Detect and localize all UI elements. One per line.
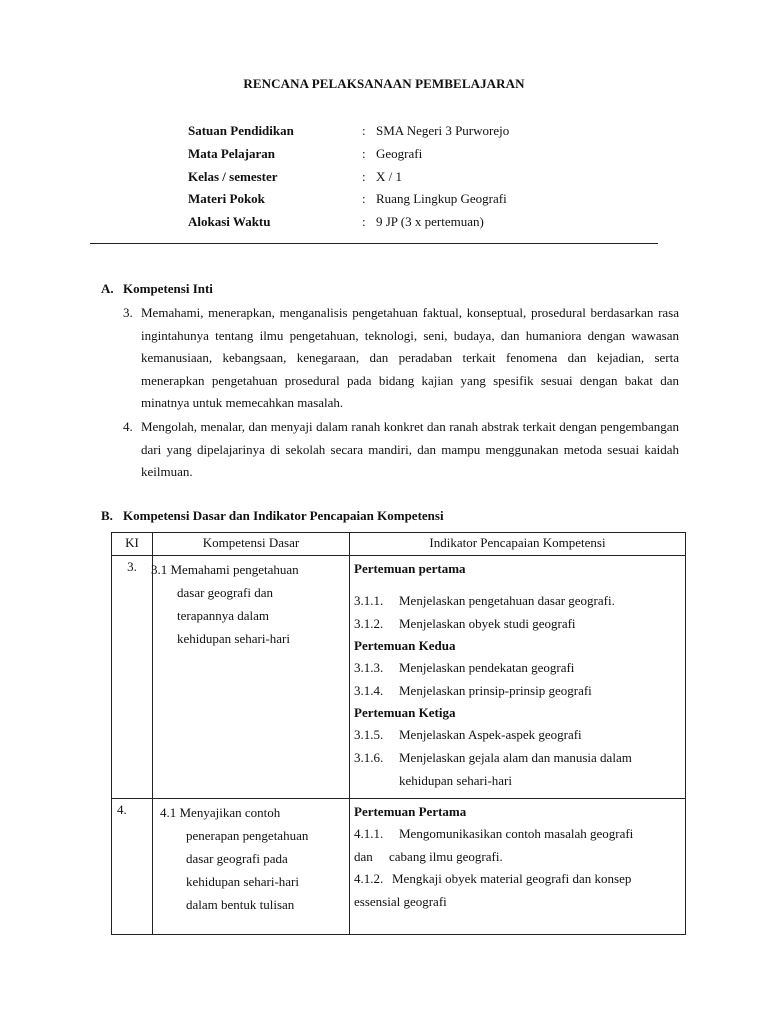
header-divider xyxy=(90,243,658,244)
meta-value: X / 1 xyxy=(376,169,402,184)
meeting-title: Pertemuan Ketiga xyxy=(354,705,456,721)
meta-colon: : xyxy=(362,214,366,229)
indicator-number: 3.1.2. xyxy=(354,615,384,631)
indicator-text: Menjelaskan pengetahuan dasar geografi. xyxy=(399,593,615,608)
meta-label: Alokasi Waktu xyxy=(188,214,271,229)
ki-number: 3. xyxy=(123,305,133,320)
indicator-number: 3.1.5. xyxy=(354,727,384,743)
meta-colon: : xyxy=(362,123,366,138)
kd-line: dasar geografi dan xyxy=(177,585,274,600)
indicator-number: 4.1.1. xyxy=(354,826,384,842)
kd-cell xyxy=(153,799,350,935)
table-header-row xyxy=(112,533,686,556)
meta-value: Ruang Lingkup Geografi xyxy=(376,191,507,206)
meta-label: Materi Pokok xyxy=(188,191,265,206)
indicator-item xyxy=(354,823,681,868)
indicator-text: Menjelaskan obyek studi geografi xyxy=(399,615,576,631)
kd-line: dasar geografi pada xyxy=(186,851,288,867)
indicator-text: Menjelaskan pendekatan geografi xyxy=(399,660,575,676)
kd-line: kehidupan sehari-hari xyxy=(177,631,290,646)
indicator-item xyxy=(354,747,681,792)
indicator-item xyxy=(354,657,681,680)
meeting-title: Pertemuan pertama xyxy=(354,561,466,576)
kd-line: dalam bentuk tulisan xyxy=(186,897,295,913)
indicator-number: 3.1.3. xyxy=(354,660,384,676)
meeting-title: Pertemuan Kedua xyxy=(354,638,456,654)
ki-cell: 3. xyxy=(112,556,153,799)
ki-cell xyxy=(112,799,153,935)
ki-value: 4. xyxy=(117,802,127,818)
indicator-text: Menjelaskan gejala alam dan manusia dalam xyxy=(399,749,632,765)
header-indikator: Indikator Pencapaian Kompetensi xyxy=(350,533,686,556)
meta-label: Mata Pelajaran xyxy=(188,146,276,161)
ki-item-3 xyxy=(123,302,679,415)
indicator-text: Menjelaskan Aspek-aspek geografi xyxy=(399,727,582,743)
meta-value: 9 JP (3 x pertemuan) xyxy=(376,214,484,229)
meta-colon: : xyxy=(362,146,366,161)
kd-line: 4.1 Menyajikan contoh xyxy=(160,805,281,821)
indicator-text-continued: kehidupan sehari-hari xyxy=(399,772,512,788)
meta-colon: : xyxy=(362,169,366,184)
indicator-item xyxy=(354,724,681,747)
table-row xyxy=(112,556,686,799)
section-title: Kompetensi Dasar dan Indikator Pencapaian Kompetensi xyxy=(123,508,444,523)
indicator-text-continued: essensial geografi xyxy=(354,893,447,909)
kd-line: penerapan pengetahuan xyxy=(186,828,309,844)
indicator-item xyxy=(354,613,681,636)
indicator-item xyxy=(354,590,681,613)
kd-line: kehidupan sehari-hari xyxy=(186,874,299,890)
meta-value: SMA Negeri 3 Purworejo xyxy=(376,123,510,138)
indicator-text: Mengomunikasikan contoh masalah geografi xyxy=(399,826,634,842)
document-title: RENCANA PELAKSANAAN PEMBELAJARAN xyxy=(243,76,525,91)
table-row xyxy=(112,799,686,935)
indicator-number: 3.1.1. xyxy=(354,593,384,608)
indicator-text-continued: dan cabang ilmu geografi. xyxy=(354,848,503,864)
meeting-title: Pertemuan Pertama xyxy=(354,804,467,820)
section-letter: A. xyxy=(101,281,114,296)
indicator-text: Mengkaji obyek material geografi dan konsep xyxy=(392,871,632,887)
section-letter: B. xyxy=(101,508,113,523)
kd-line: 3.1 Memahami pengetahuan xyxy=(151,562,299,577)
ki-text: Memahami, menerapkan, menganalisis pengetahuan faktual, konseptual, prosedural berdasarkan rasa ingintahunya tentang ilmu pengetahuan, teknologi, seni, budaya, dan humaniora dengan wawasan kemanusiaan, kebangsaan, kenegaraan, dan peradaban terkait fenomena dan kejadian, serta menerapkan pengetahuan prosedural pada bidang kajian yang spesifik sesuai dengan bakat dan minatnya untuk memecahkan masalah. xyxy=(141,305,679,411)
indicator-item xyxy=(354,868,681,913)
kd-cell xyxy=(153,556,350,799)
ki-item-4 xyxy=(123,416,679,484)
indicator-item xyxy=(354,680,681,703)
meta-value: Geografi xyxy=(376,146,423,161)
kd-line: terapannya dalam xyxy=(177,608,270,623)
ki-number: 4. xyxy=(123,419,133,434)
section-a-heading xyxy=(101,281,213,297)
header-ki: KI xyxy=(112,533,153,556)
ki-text: Mengolah, menalar, dan menyaji dalam ranah konkret dan ranah abstrak terkait dengan pengembangan dari yang dipelajarinya di sekolah secara mandiri, dan mampu menggunakan metoda sesuai kaidah keilmuan. xyxy=(141,419,679,480)
meta-label: Kelas / semester xyxy=(188,169,278,184)
meta-label: Satuan Pendidikan xyxy=(188,123,294,138)
indicator-number: 3.1.4. xyxy=(354,682,384,698)
indicator-number: 4.1.2. xyxy=(354,871,384,887)
section-b-heading xyxy=(101,508,444,524)
header-kompetensi-dasar: Kompetensi Dasar xyxy=(153,533,350,556)
indicator-cell xyxy=(350,799,686,935)
competency-table xyxy=(111,532,686,935)
indicator-cell xyxy=(350,556,686,799)
indicator-text: Menjelaskan prinsip-prinsip geografi xyxy=(399,682,592,698)
section-title: Kompetensi Inti xyxy=(123,281,213,296)
meta-colon: : xyxy=(362,191,366,206)
indicator-number: 3.1.6. xyxy=(354,749,384,765)
